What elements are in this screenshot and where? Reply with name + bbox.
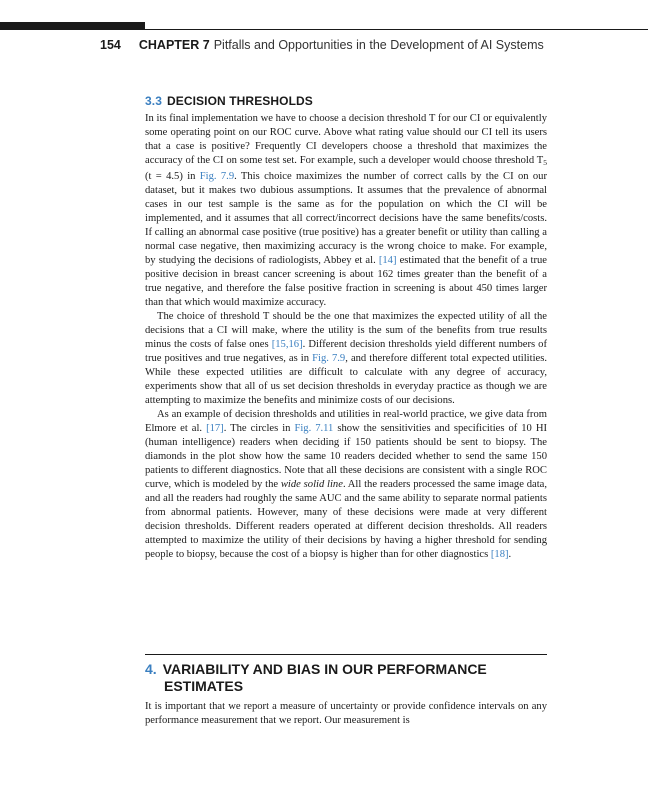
figure-link[interactable]: Fig. 7.9	[312, 353, 346, 364]
chapter-title: Pitfalls and Opportunities in the Development of AI Systems	[213, 38, 544, 52]
figure-link[interactable]: Fig. 7.11	[294, 423, 334, 434]
header-black-bar	[0, 22, 145, 30]
text-run: In its final implementation we have to choose a decision threshold T for our CI or equivalently some operating point on our ROC curve. Above what rating value should our CI tell its users that a case is positive? Frequently CI developers choose a threshold that maximizes the accuracy of the CI on some test set. For example, such a developer would choose threshold T	[145, 113, 547, 166]
section-title: DECISION THRESHOLDS	[166, 94, 313, 108]
citation-link[interactable]: [18]	[490, 549, 509, 560]
text-run: The choice of threshold T should be the one that maximizes the expected utility of all the decisions that a CI will make, where the utility is the sum of the benefits from true results minus the costs of false ones	[145, 311, 547, 350]
text-run: .	[508, 549, 512, 560]
section-title-line-1: VARIABILITY AND BIAS IN OUR PERFORMANCE	[162, 661, 487, 677]
text-run: show the sensitivities and specificities of 10 HI (human intelligence) readers when deciding if 150 patients should be sent to biopsy. The diamonds in the plot show how the same 10 readers decided whether to send the same 150 patients to different diagnostics. Note that all these decisions are consistent with a single ROC curve, which is modeled by the	[145, 423, 548, 490]
text-run: estimated that the benefit of a true positive decision in breast cancer screening is about 162 times greater than the benefit of a true negative, and therefore the false positive fraction in screening is about 450 times larger than that which would maximize accuracy.	[145, 255, 547, 308]
subscript: 5	[543, 158, 547, 167]
text-run: . The circles in	[223, 423, 295, 434]
figure-link[interactable]: Fig. 7.9	[199, 171, 235, 182]
paragraph-2	[145, 310, 547, 408]
text-run: . All the readers processed the same image data, and all the readers had roughly the same AUC and the same ability to separate normal patients from abnormal patients. However, many of these decisions were made at very different decision thresholds. Different readers operated at different decision thresholds. All readers attempted to maximize the utility of their decisions by having a higher threshold for sending people to biopsy, because the cost of a biopsy is higher than for other diagnostics	[145, 479, 547, 560]
chapter-label: CHAPTER 7	[138, 38, 210, 52]
running-head	[100, 37, 544, 53]
section-heading-4	[145, 661, 547, 695]
section-number: 4.	[145, 661, 157, 677]
body-text-block-2	[145, 700, 547, 728]
paragraph-3	[145, 408, 547, 562]
text-run: . Different decision thresholds yield different numbers of true positives and true negatives, as in	[145, 339, 547, 364]
paragraph-1	[145, 112, 547, 310]
text-run: (t = 4.5) in	[145, 171, 200, 182]
paragraph-4	[145, 700, 547, 728]
section-number: 3.3	[145, 94, 162, 108]
header-rule	[145, 29, 648, 30]
italic-text: wide solid line	[280, 479, 343, 490]
page-number: 154	[100, 38, 121, 52]
text-run: It is important that we report a measure of uncertainty or provide confidence intervals on any performance measurement that we report. Our measurement is	[145, 701, 547, 726]
section-divider	[145, 654, 547, 655]
citation-link[interactable]: [17]	[206, 423, 224, 434]
text-run: , and therefore different total expected utilities. While these expected utilities are difficult to calculate with any degree of accuracy, experiments show that all of us set decision thresholds in everyday practice as though we are attempting to maximize the benefits and minimize costs of our decisions.	[145, 353, 547, 406]
text-run: As an example of decision thresholds and utilities in real-world practice, we give data from Elmore et al.	[145, 409, 547, 434]
section-title-line-2: ESTIMATES	[164, 678, 244, 694]
section-heading-3-3	[145, 94, 313, 109]
body-text-block-1	[145, 112, 547, 562]
text-run: . This choice maximizes the number of correct calls by the CI on our dataset, but it makes two dubious assumptions. It assumes that the prevalence of abnormal cases in our test sample is the same as for the population on which the CI will be implemented, and it assumes that all correct/incorrect decisions have the same benefits/costs. If calling an abnormal case positive (true positive) has a greater benefit or utility than calling a normal case negative, then maximizing accuracy is the wrong choice to make. For example, by studying the decisions of radiologists, Abbey et al.	[145, 171, 547, 266]
citation-link[interactable]: [14]	[378, 255, 397, 266]
citation-link[interactable]: [15,16]	[271, 339, 303, 350]
